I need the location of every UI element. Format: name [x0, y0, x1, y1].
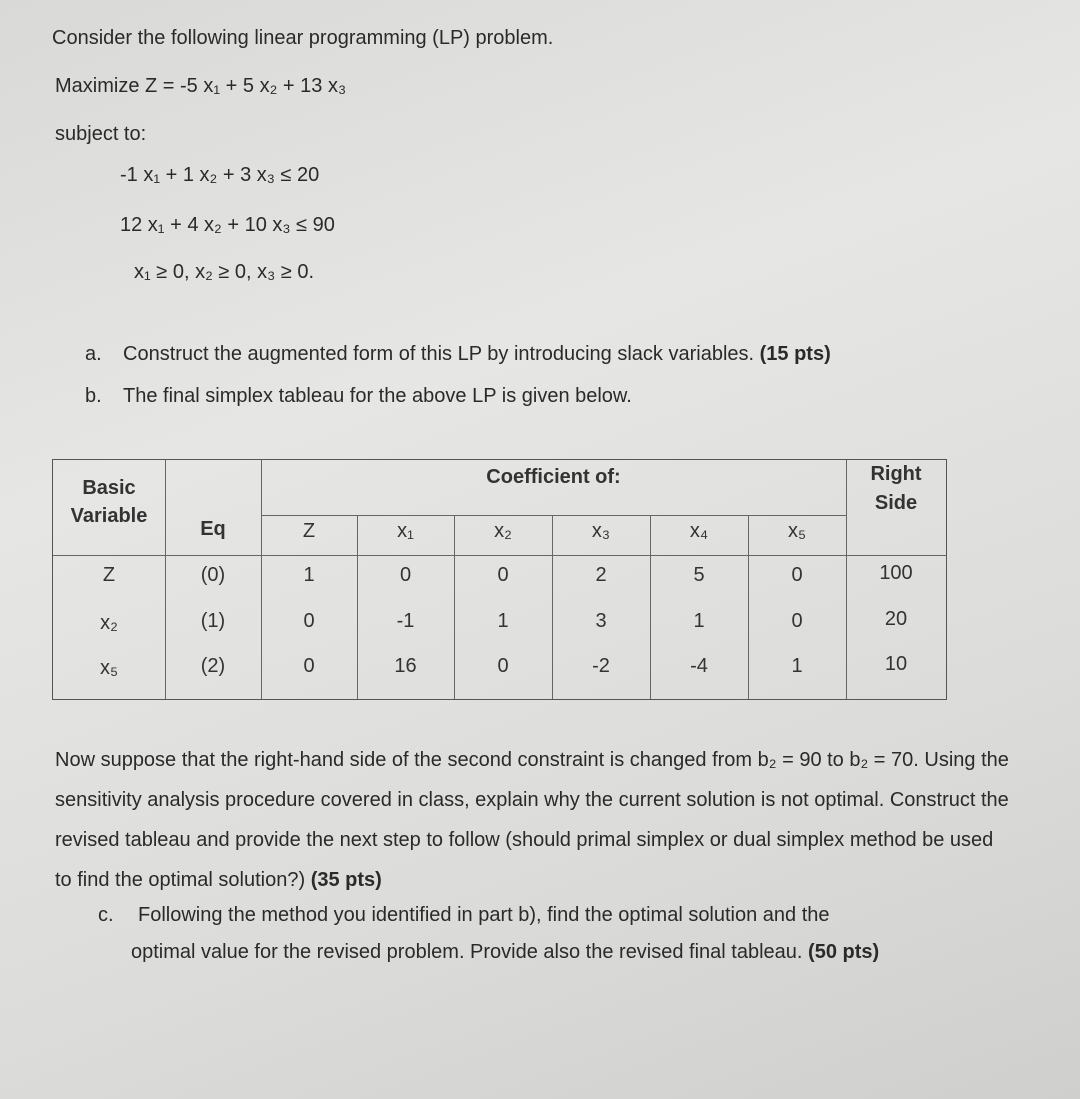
row0-x5: 0	[791, 564, 803, 586]
row0-x1: 0	[399, 564, 412, 586]
row2-x3: -2	[592, 655, 610, 677]
row2-x2: 0	[497, 655, 509, 677]
row2-eq: (2)	[200, 655, 226, 677]
now-suppose-text: Now suppose that the right-hand side of the second constraint is changed from b₂ = 90 to b₂ = 70. Using the sensitivity analysis procedure covered in class, explain why the current solution is not optimal. Construct the revised tableau and provide the next step to follow (should primal simplex or dual simplex method be used to find the optimal solution?)	[55, 749, 1009, 891]
row1-basic: x₂	[100, 612, 118, 634]
part-a-label: a.	[85, 343, 102, 365]
row1-x5: 0	[791, 610, 803, 632]
row2-basic: x₅	[99, 657, 119, 679]
eq-header: Eq	[200, 518, 226, 540]
col-header-x1: x₁	[397, 520, 414, 542]
part-c-label: c.	[98, 904, 114, 926]
right-side-header: Right Side	[870, 463, 922, 514]
row0-rhs: 100	[879, 562, 913, 584]
row0-eq: (0)	[200, 564, 226, 586]
intro-text: Consider the following linear programming (LP) problem.	[52, 27, 554, 49]
constraint-1: -1 x₁ + 1 x₂ + 3 x₃ ≤ 20	[120, 164, 320, 186]
now-suppose-points: (35 pts)	[310, 869, 382, 891]
row2-rhs: 10	[884, 653, 908, 675]
row0-x3: 2	[595, 564, 607, 586]
row1-x4: 1	[693, 610, 705, 632]
col-header-x3: x₃	[591, 520, 611, 542]
col-header-x2: x₂	[494, 520, 512, 542]
part-c-line2: optimal value for the revised problem. Provide also the revised final tableau.	[131, 941, 809, 963]
part-c-points: (50 pts)	[808, 941, 880, 963]
now-suppose-paragraph	[55, 740, 1015, 900]
row1-z: 0	[303, 610, 315, 632]
col-header-x4: x₄	[689, 520, 709, 542]
part-a	[85, 343, 831, 366]
nonnegativity-constraints: x₁ ≥ 0, x₂ ≥ 0, x₃ ≥ 0.	[134, 261, 315, 283]
row1-x1: -1	[396, 610, 415, 632]
simplex-tableau	[52, 459, 947, 700]
row2-x5: 1	[791, 655, 803, 677]
part-a-points: (15 pts)	[759, 343, 831, 365]
part-b-label: b.	[85, 385, 102, 407]
basic-variable-header: Basic Variable	[70, 477, 148, 527]
row0-z: 1	[303, 564, 315, 586]
row1-eq: (1)	[200, 610, 226, 632]
row2-x1: 16	[394, 655, 417, 677]
row1-x2: 1	[497, 610, 509, 632]
objective-function: Maximize Z = -5 x₁ + 5 x₂ + 13 x₃	[55, 75, 347, 97]
row2-x4: -4	[690, 655, 708, 677]
coefficient-header: Coefficient of:	[486, 466, 621, 488]
part-a-text: Construct the augmented form of this LP by introducing slack variables.	[123, 343, 760, 365]
row1-rhs: 20	[884, 608, 908, 630]
part-b	[85, 385, 632, 408]
row0-x4: 5	[693, 564, 705, 586]
col-header-z: Z	[302, 520, 316, 542]
col-header-x5: x₅	[787, 520, 807, 542]
subject-to-label: subject to:	[55, 123, 147, 145]
part-b-text: The final simplex tableau for the above LP is given below.	[123, 385, 632, 407]
row0-x2: 0	[497, 564, 509, 586]
row2-z: 0	[303, 655, 315, 677]
part-c	[98, 897, 998, 971]
row0-basic: Z	[102, 564, 116, 586]
constraint-2: 12 x₁ + 4 x₂ + 10 x₃ ≤ 90	[120, 214, 335, 236]
part-c-line1: Following the method you identified in part b), find the optimal solution and the	[138, 904, 830, 926]
row1-x3: 3	[595, 610, 607, 632]
